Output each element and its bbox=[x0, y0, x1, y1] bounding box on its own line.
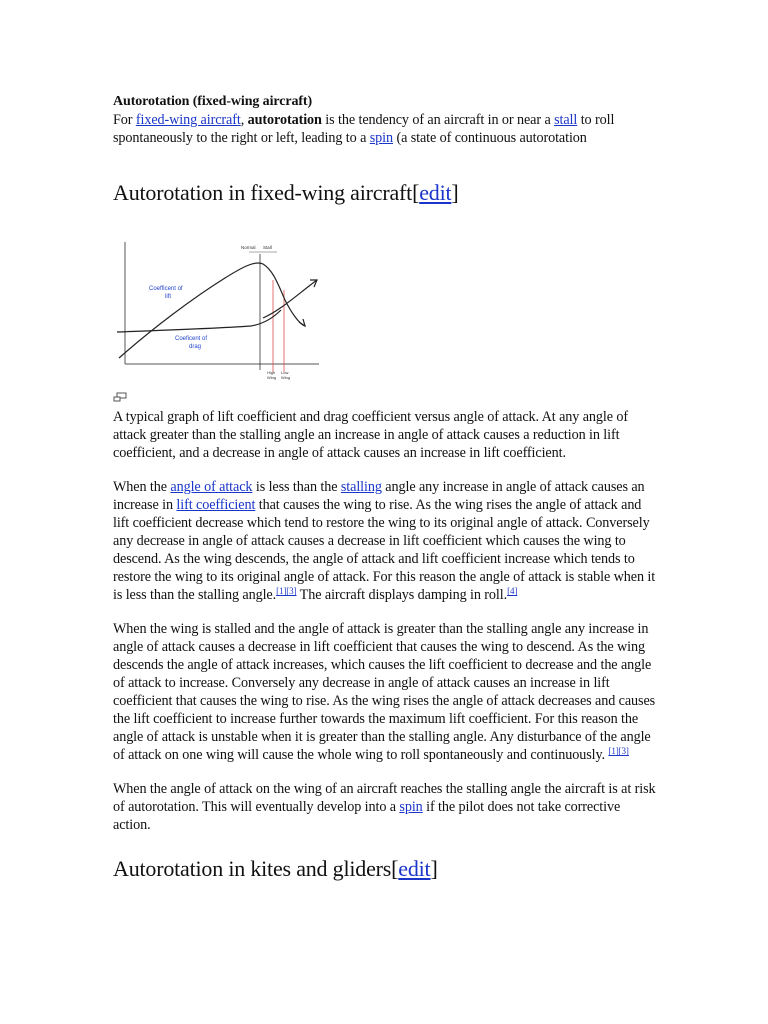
reference-link[interactable]: [1][3] bbox=[608, 746, 629, 756]
label-normal: Normal bbox=[241, 245, 256, 250]
lift-drag-graph bbox=[113, 240, 323, 390]
intro-paragraph: For fixed-wing aircraft, autorotation is the tendency of an aircraft in or near a stall to roll spontaneously to the right or left, leading to a spin (a state of continuous autorotation bbox=[113, 112, 615, 146]
link-stall[interactable]: stall bbox=[554, 112, 578, 128]
section-heading-fixed-wing: Autorotation in fixed-wing aircraft[edit] bbox=[113, 180, 459, 205]
paragraph-stable-angle: When the angle of attack is less than the stalling angle any increase in angle of attack causes an increase in lift coefficient that causes the wing to rise. As the wing rises the angle of attack and lift coefficient decrease which tend to restore the wing to its original angle of attack. Conversely any decrease in angle of attack causes a decrease in lift coefficient which causes the wing to descend. As the wing descends, the angle of attack and lift coefficient increase which tends to restore the wing to its original angle of attack. For this reason the angle of attack is stable when it is less than the stalling angle.[1][3] The aircraft displays damping in roll.[4] bbox=[113, 479, 656, 603]
label-high-wing: High Wing bbox=[267, 370, 277, 380]
label-drag: Coeficent of drag bbox=[175, 336, 208, 350]
link-fixed-wing-aircraft[interactable]: fixed-wing aircraft bbox=[135, 112, 241, 128]
edit-link[interactable]: edit bbox=[398, 856, 431, 881]
paragraph-unstable-angle: When the wing is stalled and the angle of attack is greater than the stalling angle any increase in angle of attack causes a decrease in lift coefficient that causes the wing to descend. As the wing descends the angle of attack increases, which causes the lift coefficient to decrease and the angle of attack to increase. Conversely any decrease in angle of attack causes an increase in lift coefficient that causes the wing to rise. As the wing rises the angle of attack decreases and causes the lift coefficient to increase further towards the maximum lift coefficient. For this reason the angle of attack is unstable when it is greater than the stalling angle. Any disturbance of the angle of attack on one wing will cause the whole wing to roll spontaneously and continuously. [1][3] bbox=[113, 621, 656, 763]
label-lift: Coefficent of lift bbox=[149, 286, 183, 300]
section-heading-kites-gliders: Autorotation in kites and gliders[edit] bbox=[113, 856, 438, 881]
bold-term-autorotation: autorotation bbox=[247, 112, 322, 128]
drag-arrowhead bbox=[310, 280, 317, 287]
reference-link[interactable]: [4] bbox=[507, 586, 518, 596]
link-stalling[interactable]: stalling bbox=[340, 479, 382, 495]
link-lift-coefficient[interactable]: lift coefficient bbox=[176, 497, 256, 513]
lift-drag-graph-svg bbox=[113, 240, 323, 390]
edit-link[interactable]: edit bbox=[419, 180, 452, 205]
link-angle-of-attack[interactable]: angle of attack bbox=[170, 479, 253, 495]
article-title: Autorotation (fixed-wing aircraft) bbox=[113, 94, 313, 109]
link-spin-2[interactable]: spin bbox=[399, 799, 423, 815]
label-stall: Stall bbox=[263, 245, 272, 250]
link-spin[interactable]: spin bbox=[369, 130, 393, 146]
drag-curve bbox=[117, 310, 281, 332]
article bbox=[113, 93, 658, 882]
label-low-wing: Low Wing bbox=[281, 370, 291, 380]
drag-arrow-curve bbox=[263, 280, 317, 318]
figure-caption: A typical graph of lift coefficient and drag coefficient versus angle of attack. At any angle of attack greater than the stalling angle an increase in angle of attack causes a reduction in lift coefficient, and a decrease in angle of attack causes an increase in lift coefficient. bbox=[113, 409, 629, 461]
enlarge-icon[interactable] bbox=[113, 392, 127, 402]
paragraph-risk-of-autorotation: When the angle of attack on the wing of an aircraft reaches the stalling angle the aircraft is at risk of autorotation. This will eventually develop into a spin if the pilot does not take corrective action. bbox=[113, 781, 656, 833]
reference-link[interactable]: [1][3] bbox=[276, 586, 297, 596]
